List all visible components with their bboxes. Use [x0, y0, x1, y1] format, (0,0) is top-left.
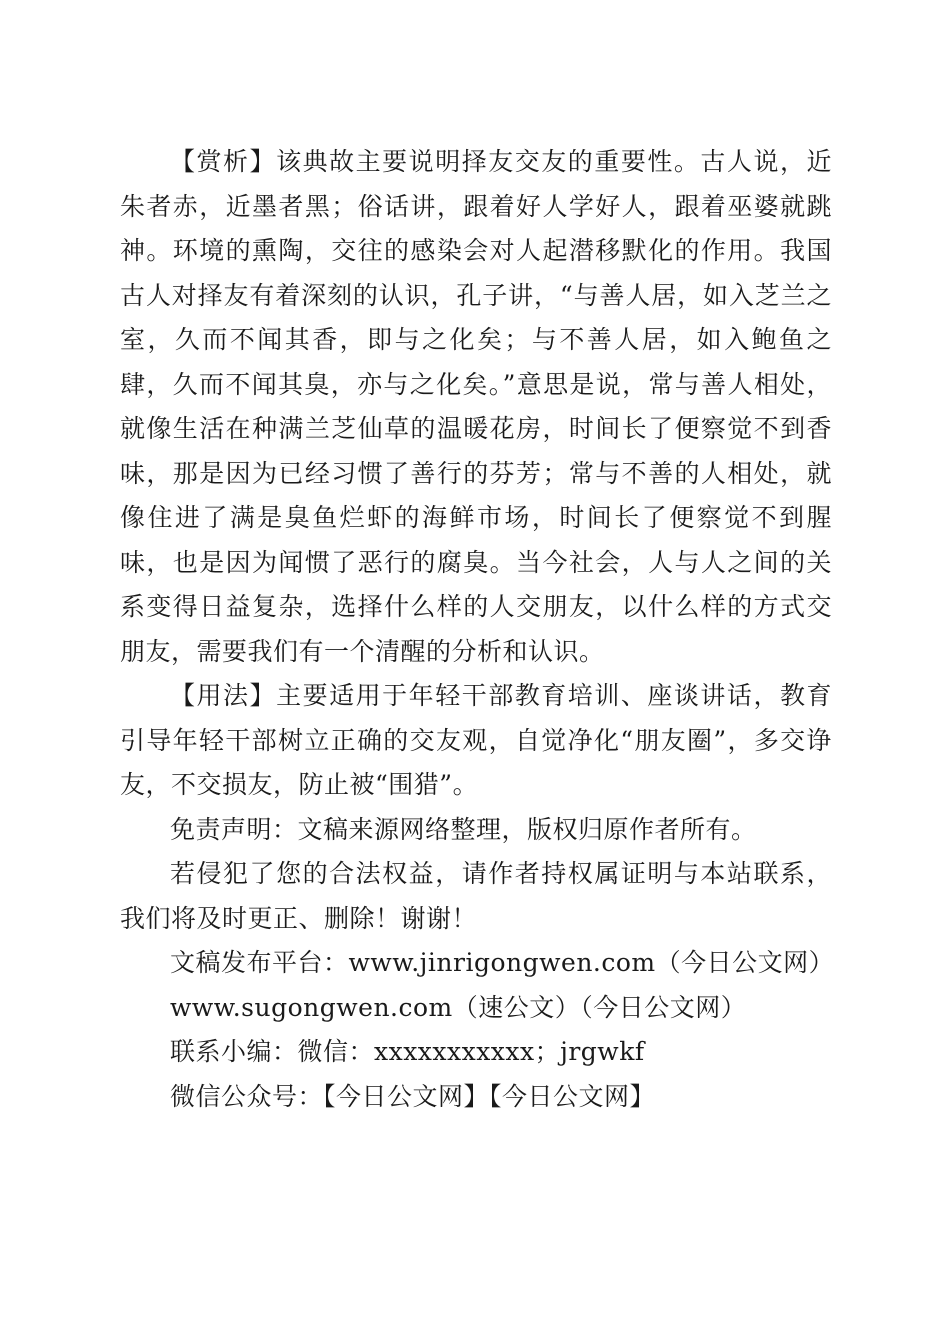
paragraph-contact-editor: 联系小编：微信：xxxxxxxxxxx；jrgwkf: [170, 1037, 645, 1066]
paragraph-second-site: www.sugongwen.com（速公文）（今日公文网）: [170, 992, 747, 1022]
paragraph-appreciation: 【赏析】该典故主要说明择友交友的重要性。古人说，近朱者赤，近墨者黑；俗话讲，跟着好人学好人，跟着巫婆就跳神。环境的熏陶，交往的感染会对人起潜移默化的作用。我国古人对择友有着深刻的认识，孔子讲，“与善人居，如入芝兰之室，久而不闻其香，即与之化矣；与不善人居，如入鲍鱼之肆，久而不闻其臭，亦与之化矣。”意思是说，常与善人相处，就像生活在种满兰芝仙草的温暖花房，时间长了便察觉不到香味，那是因为已经习惯了善行的芬芳；常与不善的人相处，就像住进了满是臭鱼烂虾的海鲜市场，时间长了便察觉不到腥味，也是因为闻惯了恶行的腐臭。当今社会，人与人之间的关系变得日益复杂，选择什么样的人交朋友，以什么样的方式交朋友，需要我们有一个清醒的分析和认识。: [120, 147, 832, 666]
paragraph-disclaimer: 免责声明：文稿来源网络整理，版权归原作者所有。: [170, 814, 757, 844]
document-body: [120, 140, 835, 1119]
paragraph-infringement-notice: 若侵犯了您的合法权益，请作者持权属证明与本站联系，我们将及时更正、删除！谢谢！: [120, 859, 832, 933]
paragraph-usage: 【用法】主要适用于年轻干部教育培训、座谈讲话，教育引导年轻干部树立正确的交友观，自觉净化“朋友圈”，多交诤友，不交损友，防止被“围猎”。: [120, 681, 832, 799]
paragraph-wechat-account: 微信公众号：【今日公文网】【今日公文网】: [170, 1081, 656, 1111]
paragraph-publish-platform: 文稿发布平台：www.jinrigongwen.com（今日公文网）: [170, 948, 835, 977]
